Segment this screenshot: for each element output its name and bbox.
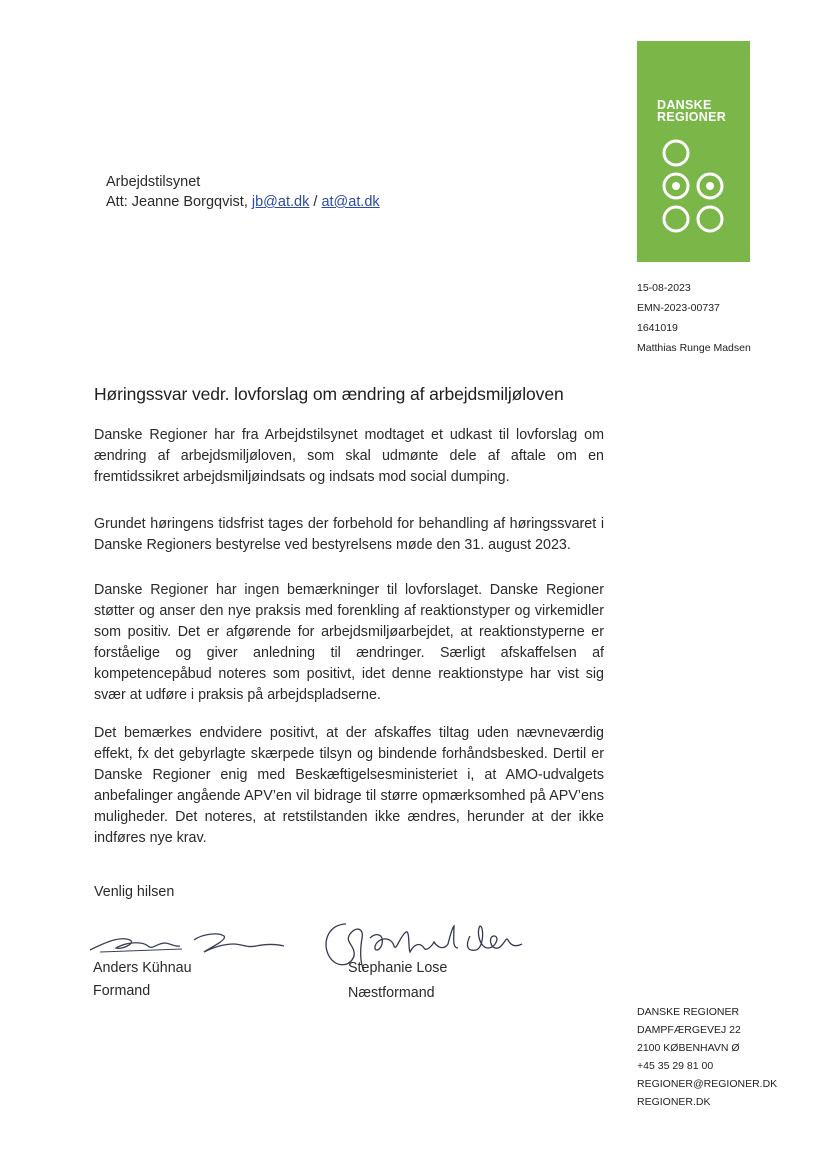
meta-case-number: EMN-2023-00737 xyxy=(637,302,720,314)
logo-graphic xyxy=(637,41,750,262)
address-city: 2100 KØBENHAVN Ø xyxy=(637,1042,740,1054)
address-street: DAMPFÆRGEVEJ 22 xyxy=(637,1024,741,1036)
recipient-att xyxy=(106,192,380,212)
body-paragraph-2: Grundet høringens tidsfrist tages der forbehold for behandling af høringssvaret i Danske Regioners bestyrelse ved bestyrelsens møde den 31. august 2023. xyxy=(94,516,604,553)
letter-subject: Høringssvar vedr. lovforslag om ændring af arbejdsmiljøloven xyxy=(94,384,564,404)
address-website[interactable]: REGIONER.DK xyxy=(637,1096,711,1108)
recipient-block xyxy=(106,172,380,212)
signatory-2-name: Stephanie Lose xyxy=(348,960,448,976)
logo-wordmark xyxy=(657,99,726,123)
body-paragraph-3: Danske Regioner har ingen bemærkninger til lovforslaget. Danske Regioner støtter og anser den nye praksis med forenkling af reaktionstyper og virkemidler som positiv. Det er afgørende for arbejdsmiljøarbejdet, at reaktionstyperne er forståelige og giver anledning til ændringer. Særligt afskaffelsen af kompetencepåbud noteres som positivt, idet denne reaktionstype har vist sig svær at udføre i praksis på arbejdspladserne. xyxy=(94,582,604,703)
body-paragraph-1: Danske Regioner har fra Arbejdstilsynet modtaget et udkast til lovforslag om ændring af arbejdsmiljøloven, som skal udmønte dele af aftale om en fremtidssikret arbejdsmiljøindsats og indsats mod social dumping. xyxy=(94,427,604,485)
meta-document-number: 1641019 xyxy=(637,322,678,334)
meta-date: 15-08-2023 xyxy=(637,282,691,294)
email-link-at[interactable]: at@at.dk xyxy=(321,194,380,210)
danske-regioner-logo xyxy=(637,41,750,262)
sender-address xyxy=(637,1003,777,1111)
signatory-1-name: Anders Kühnau xyxy=(93,960,192,976)
recipient-org: Arbejdstilsynet xyxy=(106,174,201,190)
document-meta xyxy=(637,278,751,358)
logo-line-1: DANSKE xyxy=(657,98,712,112)
address-phone: +45 35 29 81 00 xyxy=(637,1060,714,1072)
signatory-2-title: Næstformand xyxy=(348,985,435,1001)
email-separator: / xyxy=(313,194,318,210)
address-org: DANSKE REGIONER xyxy=(637,1006,740,1018)
email-link-jb[interactable]: jb@at.dk xyxy=(251,194,310,210)
body-paragraph-4: Det bemærkes endvidere positivt, at der afskaffes tiltag uden nævneværdig effekt, fx det gebyrlagte skærpede tilsyn og bindende forhåndsbesked. Dertil er Danske Regioner enig med Beskæftigelsesministeriet i, at AMO-udvalgets anbefalinger angående APV’en vil bidrage til større opmærksomhed på APV’ens muligheder. Det noteres, at retstilstanden ikke ændres, herunder at der ikke indføres nye krav. xyxy=(94,725,604,846)
meta-author: Matthias Runge Madsen xyxy=(637,342,751,354)
signatory-1-title: Formand xyxy=(93,983,151,999)
closing-greeting: Venlig hilsen xyxy=(94,884,175,900)
att-prefix: Att: Jeanne Borgqvist, xyxy=(106,194,248,210)
address-email[interactable]: REGIONER@REGIONER.DK xyxy=(637,1078,778,1090)
signature-anders-kuhnau xyxy=(86,924,286,958)
logo-line-2: REGIONER xyxy=(657,110,727,124)
